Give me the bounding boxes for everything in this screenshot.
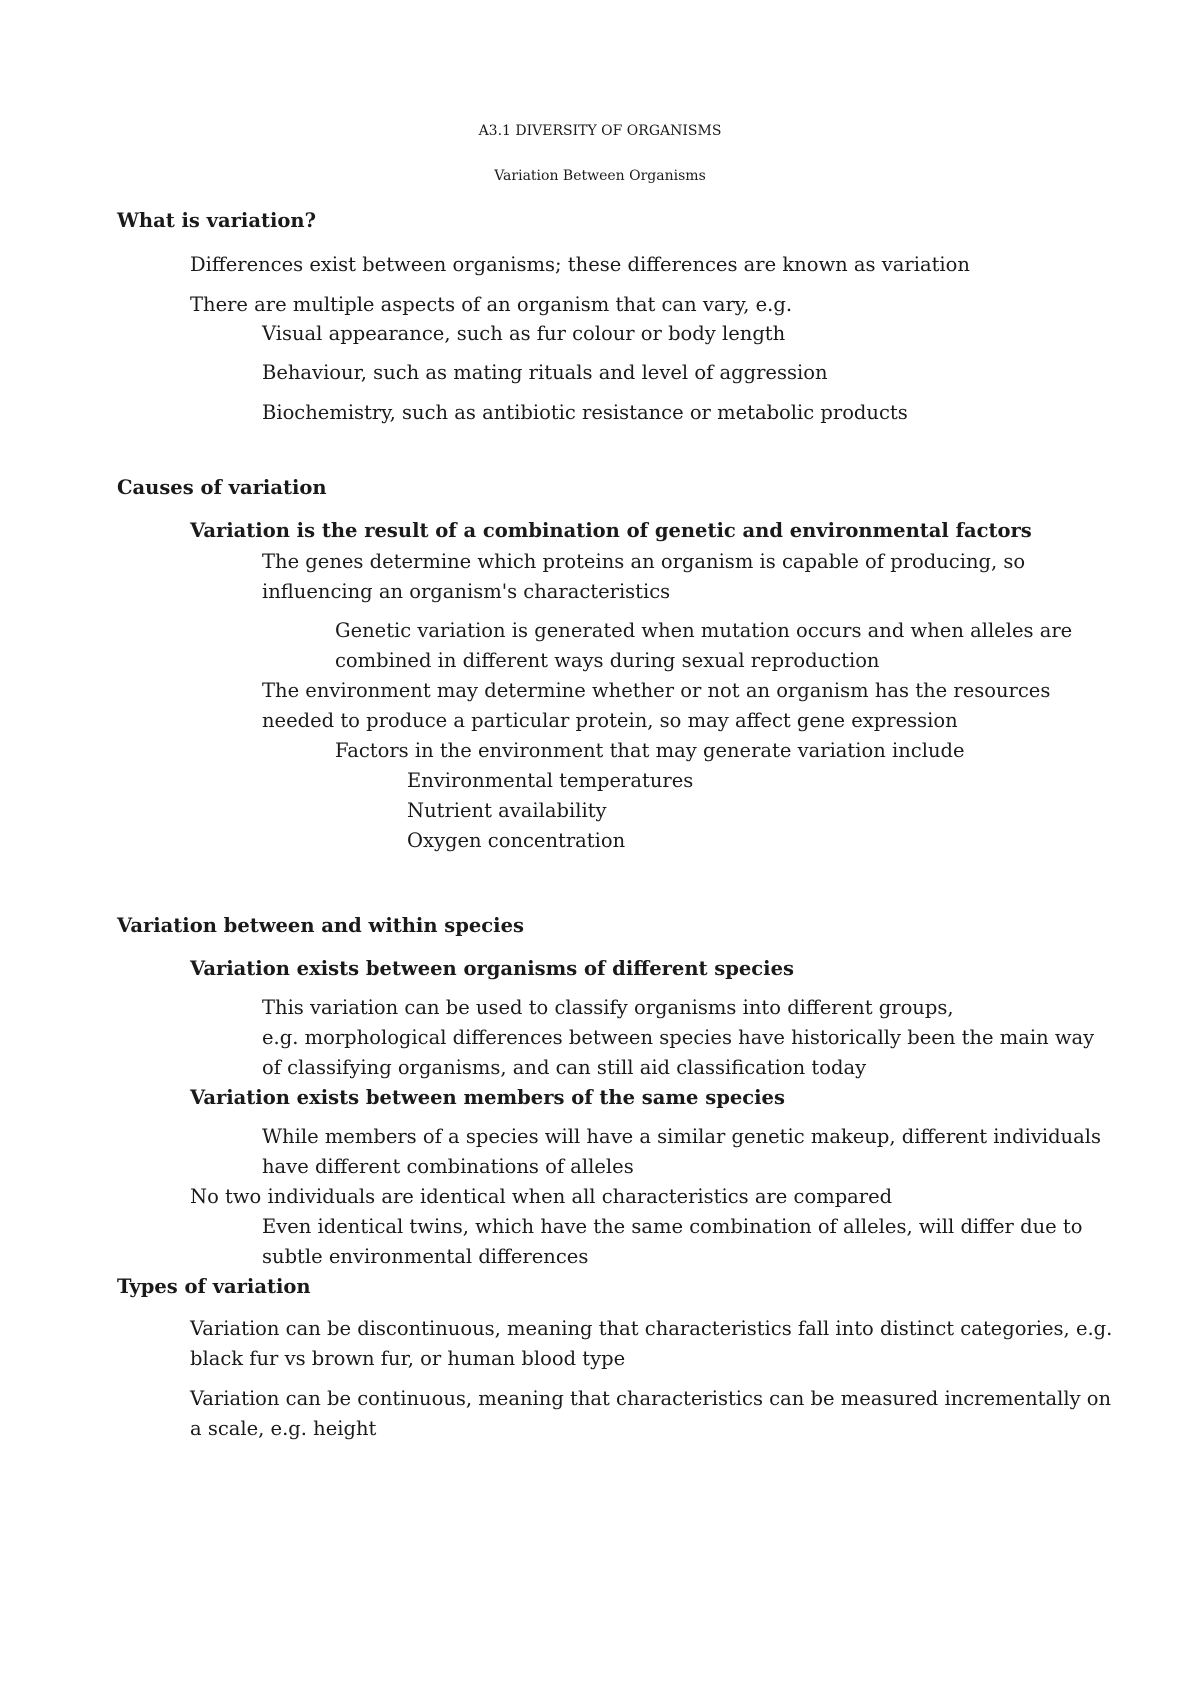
list-item: Oxygen concentration bbox=[407, 829, 626, 852]
list-item: Behaviour, such as mating rituals and level of aggression bbox=[262, 361, 828, 384]
paragraph: Differences exist between organisms; these differences are known as variation bbox=[190, 253, 970, 276]
list-item: Nutrient availability bbox=[407, 799, 607, 822]
paragraph: There are multiple aspects of an organism that can vary, e.g. bbox=[190, 293, 793, 316]
section-heading-between-within: Variation between and within species bbox=[117, 914, 524, 937]
paragraph: needed to produce a particular protein, so may affect gene expression bbox=[262, 709, 958, 732]
paragraph: The genes determine which proteins an organism is capable of producing, so bbox=[262, 550, 1026, 573]
paragraph: black fur vs brown fur, or human blood type bbox=[190, 1347, 626, 1370]
paragraph: a scale, e.g. height bbox=[190, 1417, 377, 1440]
paragraph: combined in different ways during sexual reproduction bbox=[335, 649, 880, 672]
paragraph: This variation can be used to classify organisms into different groups, bbox=[262, 996, 954, 1019]
paragraph: Even identical twins, which have the same combination of alleles, will differ due to bbox=[262, 1215, 1083, 1238]
list-item: Visual appearance, such as fur colour or body length bbox=[262, 322, 786, 345]
paragraph: No two individuals are identical when all characteristics are compared bbox=[190, 1185, 893, 1208]
paragraph: of classifying organisms, and can still aid classification today bbox=[262, 1056, 867, 1079]
subheading: Variation is the result of a combination of genetic and environmental factors bbox=[190, 519, 1032, 542]
paragraph: have different combinations of alleles bbox=[262, 1155, 634, 1178]
paragraph: The environment may determine whether or not an organism has the resources bbox=[262, 679, 1051, 702]
list-item: Biochemistry, such as antibiotic resistance or metabolic products bbox=[262, 401, 908, 424]
section-heading-what-is-variation: What is variation? bbox=[117, 209, 316, 232]
paragraph: Factors in the environment that may generate variation include bbox=[335, 739, 965, 762]
paragraph: Variation can be continuous, meaning that characteristics can be measured incrementally on bbox=[190, 1387, 1112, 1410]
list-item: Environmental temperatures bbox=[407, 769, 694, 792]
paragraph: influencing an organism's characteristics bbox=[262, 580, 671, 603]
paragraph: While members of a species will have a similar genetic makeup, different individuals bbox=[262, 1125, 1101, 1148]
paragraph: e.g. morphological differences between species have historically been the main way bbox=[262, 1026, 1095, 1049]
paragraph: Variation can be discontinuous, meaning that characteristics fall into distinct categories, e.g. bbox=[190, 1317, 1113, 1340]
subheading: Variation exists between organisms of different species bbox=[190, 957, 794, 980]
paragraph: subtle environmental differences bbox=[262, 1245, 589, 1268]
document-title: A3.1 DIVERSITY OF ORGANISMS bbox=[478, 123, 722, 139]
subheading: Variation exists between members of the same species bbox=[190, 1086, 785, 1109]
document-subtitle: Variation Between Organisms bbox=[494, 168, 706, 184]
paragraph: Genetic variation is generated when mutation occurs and when alleles are bbox=[335, 619, 1073, 642]
section-heading-causes: Causes of variation bbox=[117, 476, 327, 499]
section-heading-types: Types of variation bbox=[117, 1275, 311, 1298]
